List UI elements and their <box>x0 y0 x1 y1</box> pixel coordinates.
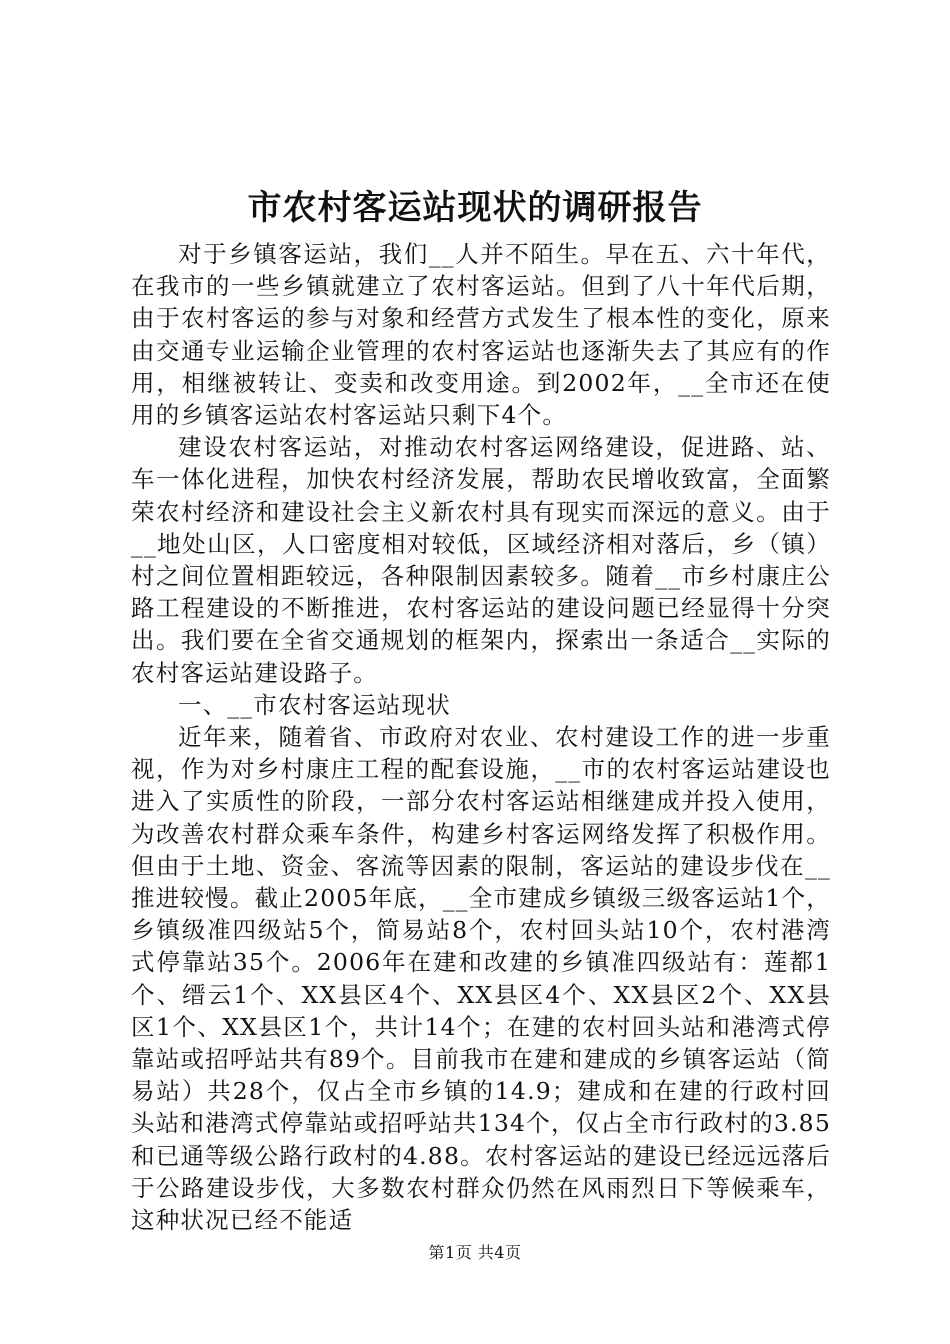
document-title: 市农村客运站现状的调研报告 <box>247 188 703 228</box>
paragraph-intro: 对于乡镇客运站，我们__人并不陌生。早在五、六十年代，在我市的一些乡镇就建立了农村客运站。但到了八十年代后期，由于农村客运的参与对象和经营方式发生了根本性的变化，原来由交通专业运输企业管理的农村客运站也逐渐失去了其应有的作用，相继被转让、变卖和改变用途。到2002年，__全市还在使用的乡镇客运站农村客运站只剩下4个。 <box>131 240 831 430</box>
page-footer: 第1页 共4页 <box>428 1243 522 1262</box>
document-body <box>131 238 831 1236</box>
section-heading: 一、__市农村客运站现状 <box>178 690 451 719</box>
paragraph-significance: 建设农村客运站，对推动农村客运网络建设，促进路、站、车一体化进程，加快农村经济发展，帮助农民增收致富，全面繁荣农村经济和建设社会主义新农村具有现实而深远的意义。由于__地处山区，人口密度相对较低，区域经济相对落后，乡（镇）村之间位置相距较远，各种限制因素较多。随着__市乡村康庄公路工程建设的不断推进，农村客运站的建设问题已经显得十分突出。我们要在全省交通规划的框架内，探索出一条适合__实际的农村客运站建设路子。 <box>131 433 831 687</box>
paragraph-status: 近年来，随着省、市政府对农业、农村建设工作的进一步重视，作为对乡村康庄工程的配套设施，__市的农村客运站建设也进入了实质性的阶段，一部分农村客运站相继建成并投入使用，为改善农村群众乘车条件，构建乡村客运网络发挥了积极作用。但由于土地、资金、客流等因素的限制，客运站的建设步伐在__推进较慢。截止2005年底，__全市建成乡镇级三级客运站1个，乡镇级准四级站5个，简易站8个，农村回头站10个，农村港湾式停靠站35个。2006年在建和改建的乡镇准四级站有：莲都1个、缙云1个、XX县区4个、XX县区4个、XX县区2个、XX县区1个、XX县区1个，共计14个；在建的农村回头站和港湾式停靠站或招呼站共有89个。目前我市在建和建成的乡镇客运站（简易站）共28个，仅占全市乡镇的14.9；建成和在建的行政村回头站和港湾式停靠站或招呼站共134个，仅占全市行政村的3.85和已通等级公路行政村的4.88。农村客运站的建设已经远远落后于公路建设步伐，大多数农村群众仍然在风雨烈日下等候乘车，这种状况已经不能适 <box>131 723 831 1235</box>
